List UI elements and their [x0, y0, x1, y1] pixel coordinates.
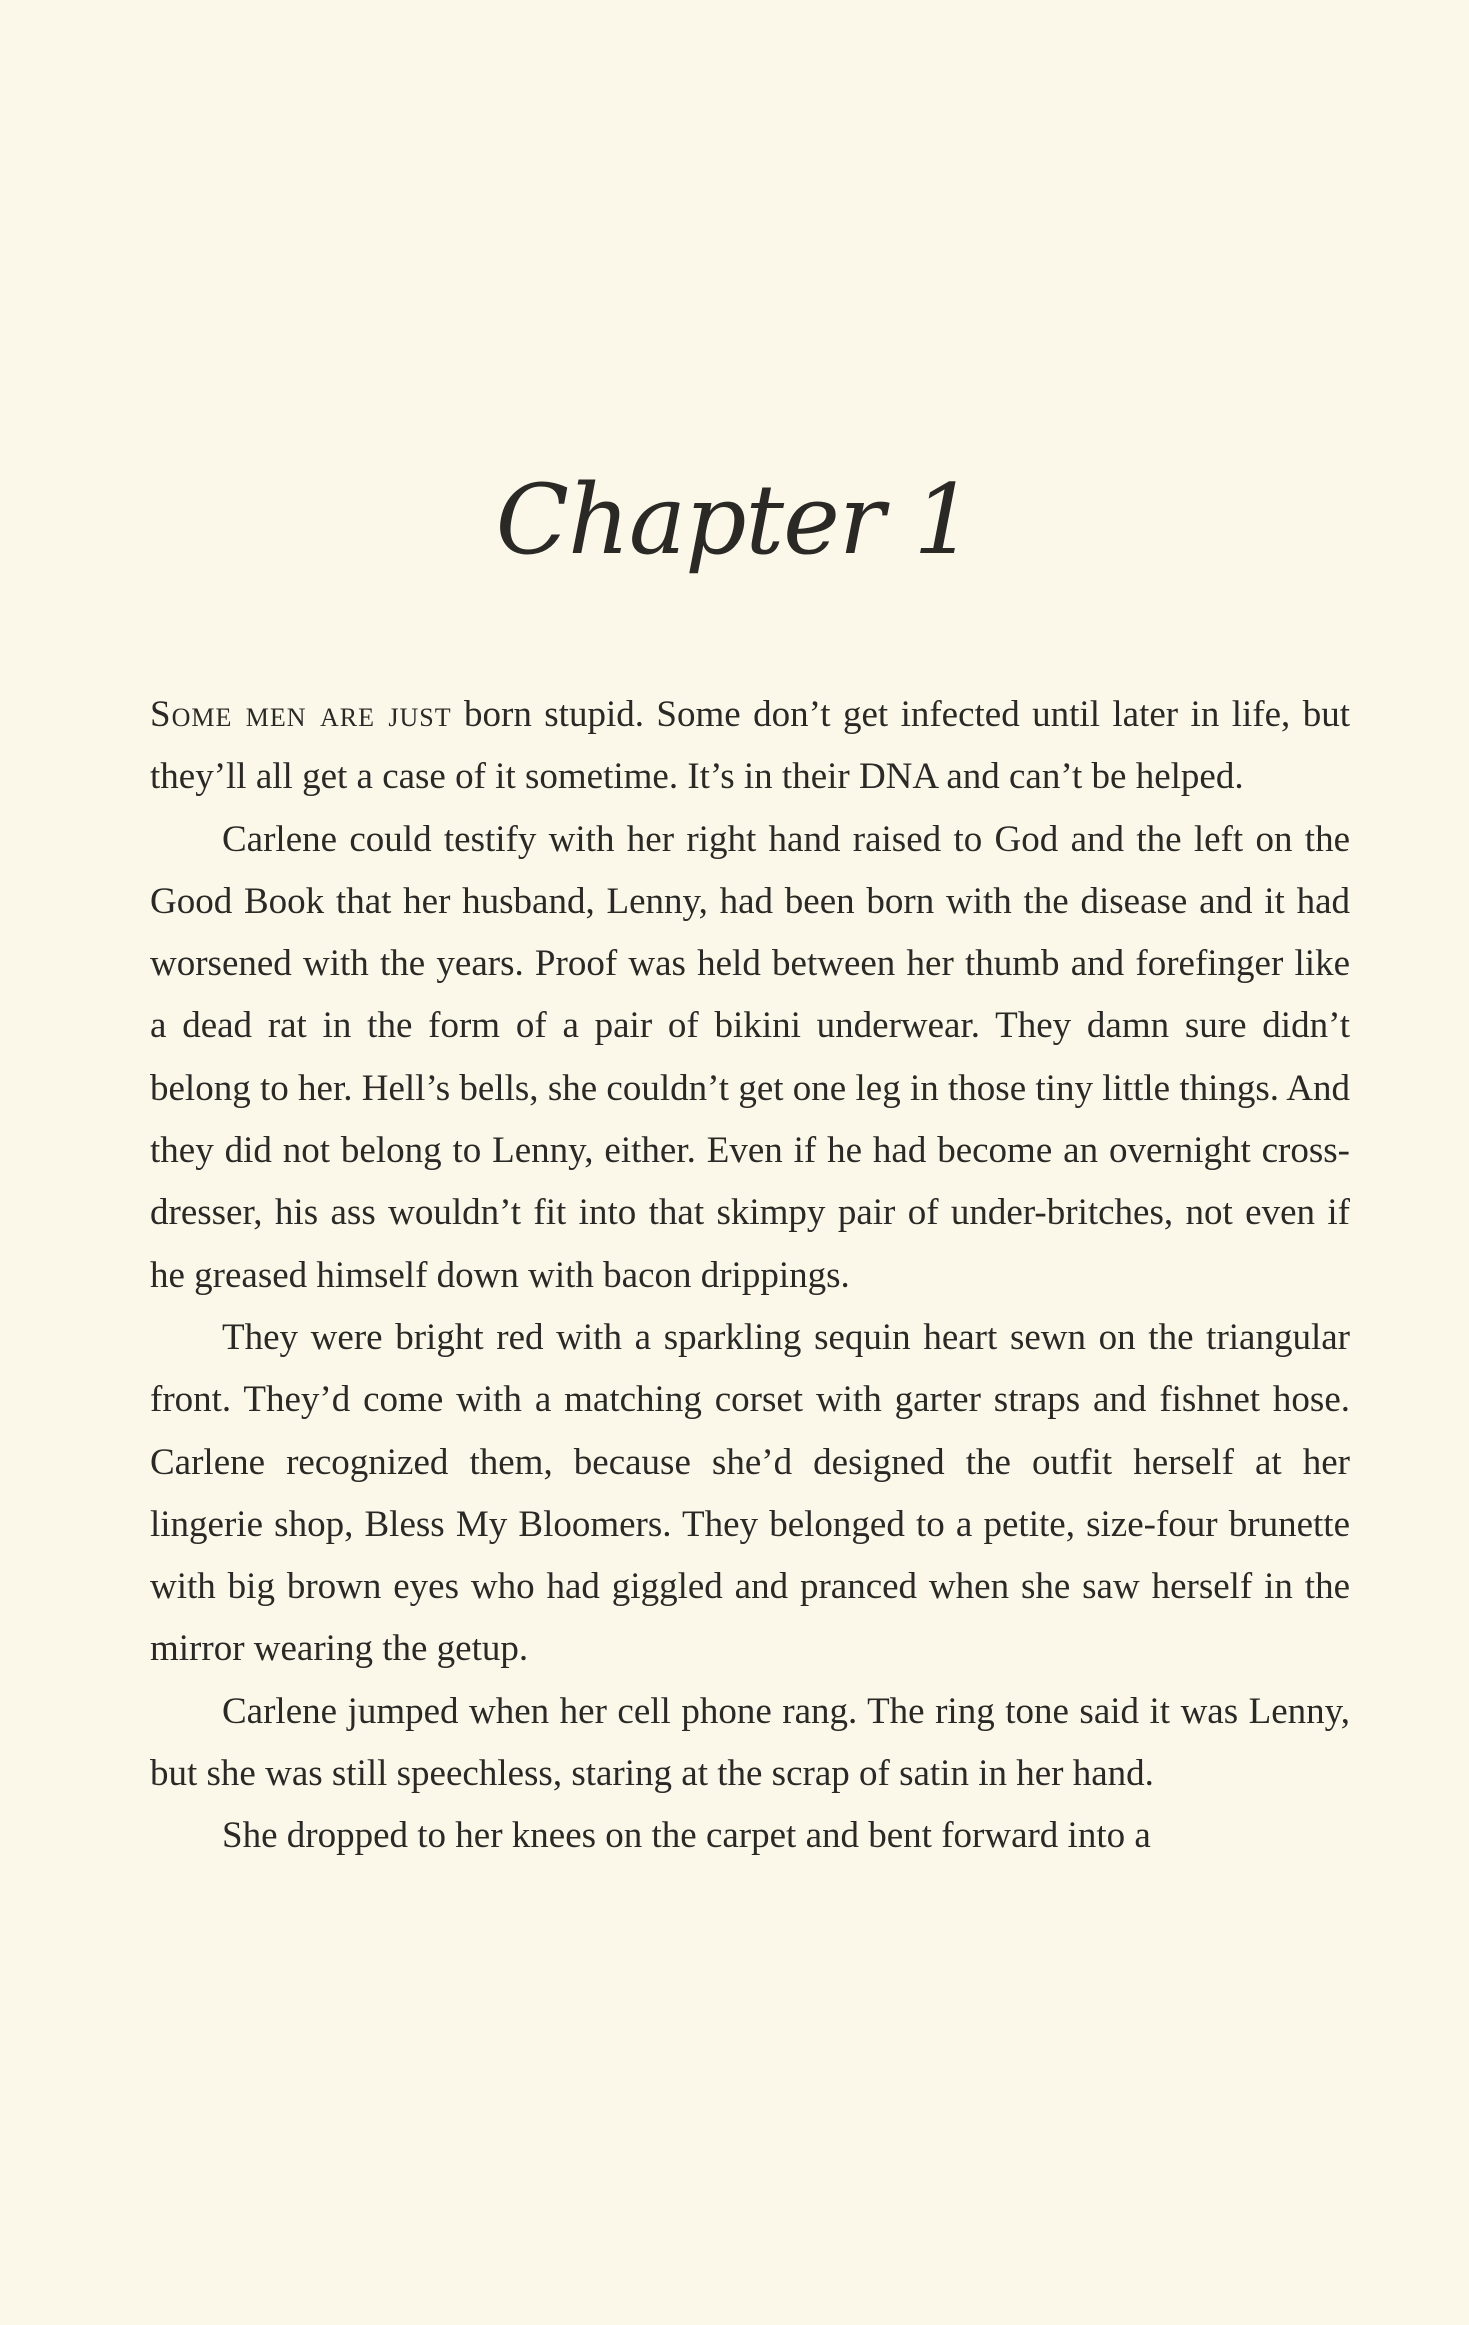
paragraph-1-text: born stupid. Some don’t get infected until later in life, but they’ll all get a case of it sometime. It’s in their DNA and can’t be helped. — [150, 694, 1350, 798]
paragraph-1 — [150, 684, 1350, 809]
paragraph-1-lead: Some men are just — [150, 694, 452, 735]
paragraph-4: Carlene jumped when her cell phone rang. The ring tone said it was Lenny, but she was still speechless, staring at the scrap of satin in her hand. — [150, 1690, 1350, 1795]
paragraph-2: Carlene could testify with her right hand raised to God and the left on the Good Book that her husband, Lenny, had been born with the disease and it had worsened with the years. Proof was held between her thumb and forefinger like a dead rat in the form of a pair of bikini underwear. They damn sure didn’t belong to her. Hell’s bells, she couldn’t get one leg in those tiny little things. And they did not belong to Lenny, either. Even if he had become an overnight cross-dresser, his ass wouldn’t fit into that skimpy pair of under-britches, not even if he greased himself down with bacon drippings. — [150, 818, 1350, 1296]
paragraph-3: They were bright red with a sparkling sequin heart sewn on the triangular front. They’d come with a matching corset with garter straps and fishnet hose. Carlene recognized them, because she’d designed the outfit herself at her lingerie shop, Bless My Bloomers. They belonged to a petite, size-four brunette with big brown eyes who had giggled and pranced when she saw herself in the mirror wearing the getup. — [150, 1316, 1350, 1670]
chapter-title: Chapter 1 — [495, 464, 974, 576]
chapter-body — [150, 684, 1350, 1868]
paragraph-5: She dropped to her knees on the carpet and bent forward into a — [222, 1815, 1151, 1857]
